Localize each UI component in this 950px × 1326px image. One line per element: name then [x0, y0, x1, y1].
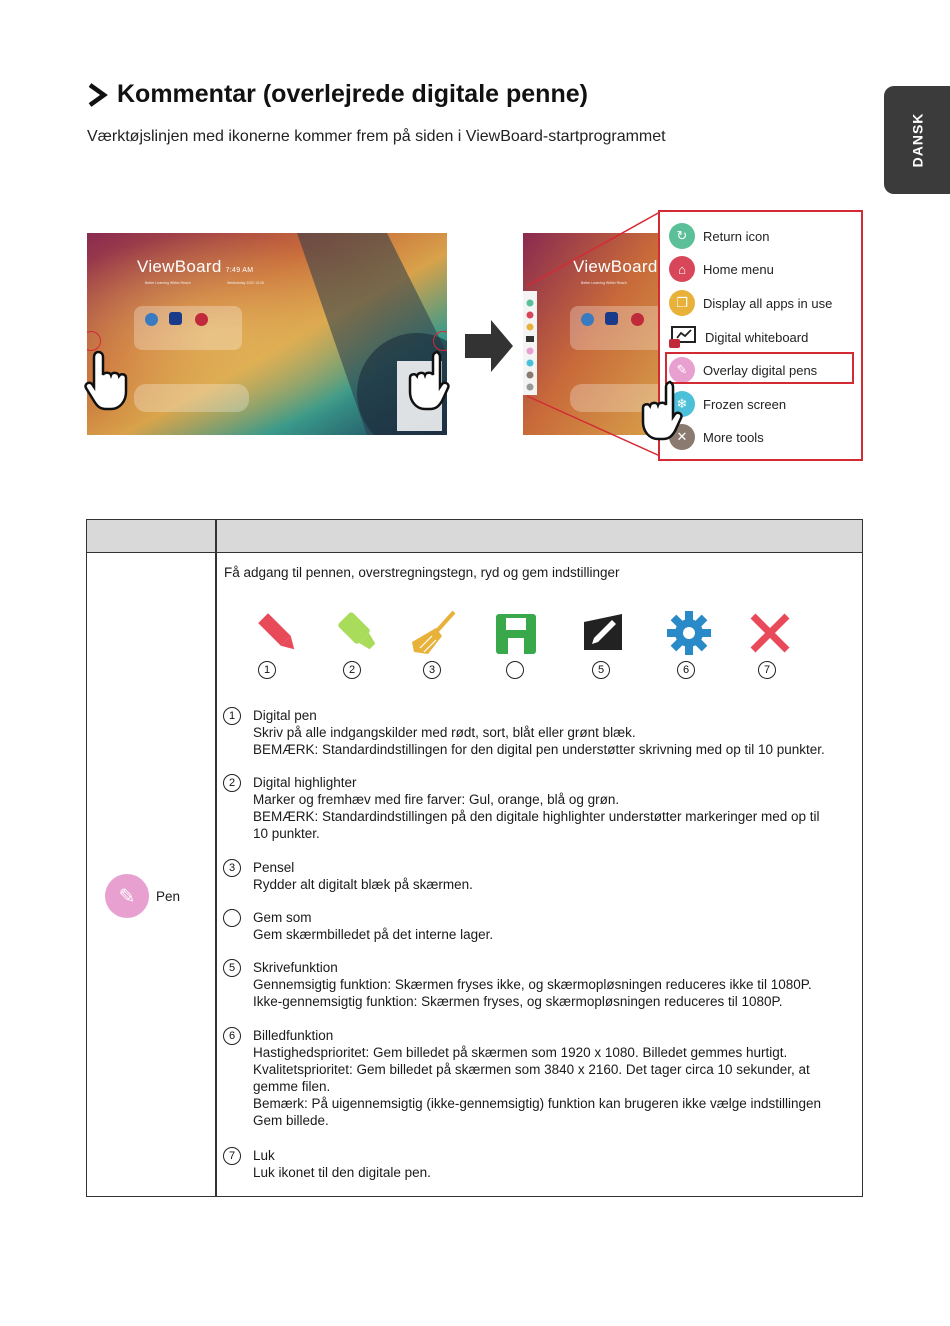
entry-title: Luk	[253, 1148, 275, 1163]
entry-text: Marker og fremhæv med fire farver: Gul, orange, blå og grøn.	[253, 792, 620, 807]
menu-item-return[interactable]	[669, 222, 769, 250]
pen-icon: ✎	[669, 357, 695, 383]
menu-item-whiteboard[interactable]	[669, 323, 808, 351]
viewboard-logo: ViewBoard	[573, 257, 658, 276]
launcher-screenshot	[87, 233, 447, 435]
whiteboard-icon	[669, 324, 697, 350]
freeze-icon: ❄	[669, 391, 695, 417]
entry-text: Kvalitetsprioritet: Gem billedet på skærmen som 3840 x 2160. Det tager circa 10 sekunder, at	[253, 1062, 810, 1077]
selected-item-highlight	[665, 352, 854, 384]
chevron-right-icon	[87, 82, 109, 108]
arrow-right-icon	[465, 320, 513, 372]
menu-item-label: Frozen screen	[703, 396, 787, 412]
tool-number: 7	[758, 661, 776, 679]
vcast-icon	[169, 312, 182, 325]
pen-icon: ✎	[105, 874, 149, 918]
page-subtitle: Værktøjslinjen med ikonerne kommer frem på siden i ViewBoard-startprogrammet	[87, 128, 666, 145]
entry-number: 6	[223, 1027, 241, 1045]
tagline: Better Learning Within Reach	[581, 281, 627, 285]
close-icon	[745, 608, 795, 658]
gear-icon	[664, 608, 714, 658]
clock: 7:49 AM	[225, 267, 254, 274]
date: Wednesday 2020 13:26	[227, 281, 264, 285]
row-intro: Få adgang til pennen, overstregningstegn, ryd og gem indstillinger	[224, 565, 620, 580]
entry-text: 10 punkter.	[253, 826, 320, 841]
tool-number: 3	[423, 661, 441, 679]
menu-item-label: Display all apps in use	[703, 295, 833, 311]
menu-item-label: Return icon	[703, 228, 770, 244]
entry-title: Digital pen	[253, 708, 317, 723]
entry-title: Billedfunktion	[253, 1028, 334, 1043]
entry-text: BEMÆRK: Standardindstillingen for den digital pen understøtter skrivning med op til 10 punkter.	[253, 742, 825, 757]
entry-number: 7	[223, 1147, 241, 1165]
entry-text: gemme filen.	[253, 1079, 331, 1094]
entry-text: Rydder alt digitalt blæk på skærmen.	[253, 877, 473, 892]
entry-text: Hastighedsprioritet: Gem billedet på skærmen som 1920 x 1080. Billedet gemmes hurtigt.	[253, 1045, 788, 1060]
menu-item-label: Overlay digital pens	[703, 362, 818, 378]
writing-mode-icon	[578, 608, 628, 658]
menu-item-label: Home menu	[703, 261, 774, 277]
entry-number	[223, 909, 241, 927]
save-icon	[492, 610, 542, 660]
tool-number	[506, 661, 524, 679]
bottom-bar	[134, 384, 249, 412]
entry-number: 3	[223, 859, 241, 877]
entry-title: Skrivefunktion	[253, 960, 338, 975]
entry-text: Luk ikonet til den digitale pen.	[253, 1165, 431, 1180]
right-edge-marker	[433, 331, 447, 351]
entry-text: Gem skærmbilledet på det interne lager.	[253, 927, 494, 942]
apps-icon: ❐	[669, 290, 695, 316]
language-label: DANSK	[909, 112, 925, 168]
myviewboard-icon	[195, 313, 208, 326]
hand-pointer-icon	[633, 380, 685, 442]
hand-pointer-icon	[84, 350, 136, 412]
tool-number: 2	[343, 661, 361, 679]
home-icon: ⌂	[669, 256, 695, 282]
entry-text: Skriv på alle indgangskilder med rødt, sort, blåt eller grønt blæk.	[253, 725, 636, 740]
entry-text: Gem billede.	[253, 1113, 329, 1128]
entry-number: 5	[223, 959, 241, 977]
menu-item-frozen-screen[interactable]	[669, 390, 786, 418]
page-title	[87, 80, 588, 109]
row-label: Pen	[156, 889, 181, 904]
entry-text: Bemærk: På uigennemsigtig (ikke-gennemsigtig) funktion kan brugeren ikke vælge indstillingen	[253, 1096, 822, 1111]
highlighter-icon	[334, 608, 384, 658]
page-title-text: Kommentar (overlejrede digitale penne)	[117, 80, 588, 108]
menu-item-home[interactable]	[669, 255, 774, 283]
entry-title: Digital highlighter	[253, 775, 357, 790]
entry-text: Ikke-gennemsigtig funktion: Skærmen fryses, og skærmopløsningen reduceres til 1080P.	[253, 994, 783, 1009]
menu-item-label: Digital whiteboard	[705, 329, 809, 345]
entry-title: Pensel	[253, 860, 295, 875]
column-divider	[215, 520, 217, 1196]
broom-icon	[410, 608, 460, 658]
tagline: Better Learning Within Reach	[145, 281, 191, 285]
digital-pen-icon	[253, 608, 303, 658]
menu-item-apps[interactable]	[669, 289, 832, 317]
tool-number: 1	[258, 661, 276, 679]
entry-title: Gem som	[253, 910, 312, 925]
return-icon: ↻	[669, 223, 695, 249]
tool-number: 6	[677, 661, 695, 679]
entry-number: 1	[223, 707, 241, 725]
menu-item-label: More tools	[703, 429, 764, 445]
entry-text: BEMÆRK: Standardindstillingen på den digitale highlighter understøtter markeringer med op til	[253, 809, 820, 824]
browser-icon	[145, 313, 158, 326]
hand-pointer-icon	[400, 350, 452, 412]
tools-icon: ✕	[669, 424, 695, 450]
table-header	[87, 520, 862, 553]
entry-number: 2	[223, 774, 241, 792]
toolbar-callout	[658, 210, 863, 461]
entry-text: Gennemsigtig funktion: Skærmen fryses ikke, og skærmopløsningen reduceres ikke til 1080P.	[253, 977, 812, 992]
viewboard-logo: ViewBoard	[137, 257, 222, 276]
tool-number: 5	[592, 661, 610, 679]
language-tab	[884, 86, 950, 194]
